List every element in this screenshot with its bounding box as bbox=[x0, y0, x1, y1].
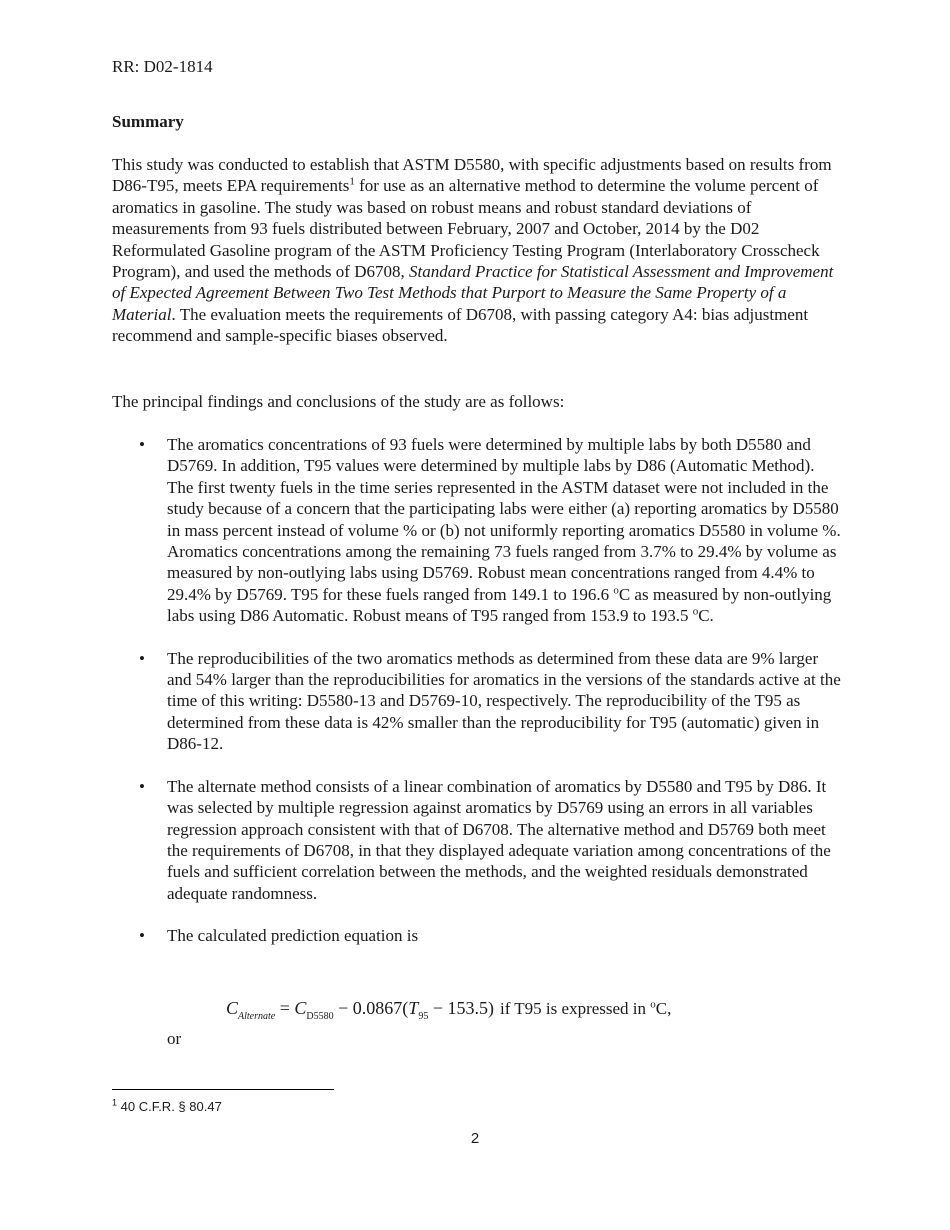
eq-constant: − 153.5) bbox=[428, 998, 494, 1018]
intro-paragraph: The principal findings and conclusions of the study are as follows: bbox=[112, 392, 565, 411]
item-text: The alternate method consists of a linear combination of aromatics by D5580 and T95 by D86. It was selected by multiple regression against aromatics by D5769 using an errors in all variables regression approach consistent with that of D6708. The alternative method and D5769 both meet the requirements of D6708, in that they displayed adequate variation among concentrations of the fuels and sufficient correlation between the methods, and the weighted residuals demonstrated adequate randomness. bbox=[167, 776, 831, 903]
or-text: or bbox=[167, 1029, 182, 1048]
eq-subscript: 95 bbox=[418, 1011, 429, 1022]
item-text: The aromatics concentrations of 93 fuels were determined by multiple labs by both D5580 and D5769. In addition, T95 values were determined by multiple labs by D86 (Automatic Method). The first twenty fuels in the time series represented in the ASTM dataset were not included in the study because of a concern that the participating labs were either (a) reporting aromatics by D5580 in mass percent instead of volume % or (b) not uniformly reporting aromatics D5580 in volume %. Aromatics concentrations among the remaining 73 fuels ranged from 3.7% to 29.4% by volume as measured by non-outlying labs using D5769. Robust mean concentrations ranged from 4.4% to 29.4% by D5769. T95 for these fuels ranged from 149.1 to 196.6 bbox=[167, 435, 841, 604]
item-text: The calculated prediction equation is bbox=[167, 926, 419, 946]
bullet-icon: • bbox=[139, 926, 145, 946]
list-item bbox=[112, 925, 842, 946]
item-text: C. bbox=[698, 606, 714, 626]
bullet-icon: • bbox=[139, 776, 145, 796]
summary-paragraph bbox=[112, 154, 842, 347]
report-header: RR: D02-1814 bbox=[112, 57, 213, 76]
eq-condition bbox=[500, 999, 671, 1018]
footnote-text: 40 C.F.R. § 80.47 bbox=[117, 1099, 222, 1114]
summary-text-3: . The evaluation meets the requirements of D6708, with passing category A4: bias adjustment recommend and sample-specific biases observed. bbox=[112, 304, 809, 346]
item-text: C as measured by non-outlying labs using D86 Automatic. Robust means of T95 ranged from 153.9 to 193.5 bbox=[167, 584, 832, 626]
item-text: The reproducibilities of the two aromatics methods as determined from these data are 9% larger and 54% larger than the reproducibilities for aromatics in the versions of the standards active at the time of this writing: D5580-13 and D5769-10, respectively. The reproducibility of the T95 as determined from these data is 42% smaller than the reproducibility for T95 (automatic) given in D86-12. bbox=[167, 648, 841, 754]
summary-text-2: for use as an alternative method to determine the volume percent of aromatics in gasoline. The study was based on robust means and robust standard deviations of measurements from 93 fuels distributed between February, 2007 and October, 2014 by the D02 Reformulated Gasoline program of the ASTM Proficiency Testing Program (Interlaboratory Crosscheck Program), and used the methods of D6708, bbox=[112, 176, 820, 282]
eq-condition-text: if T95 is expressed in bbox=[499, 999, 651, 1018]
section-title: Summary bbox=[112, 112, 184, 131]
bullet-icon: • bbox=[139, 648, 145, 668]
footnote-number: 1 bbox=[112, 1097, 118, 1108]
prediction-equation bbox=[226, 998, 671, 1022]
degree-sign: o bbox=[692, 605, 699, 618]
degree-sign: o bbox=[613, 584, 619, 597]
list-item bbox=[112, 776, 842, 904]
eq-coefficient: − 0.0867( bbox=[333, 998, 409, 1018]
footnote-ref: 1 bbox=[349, 175, 355, 188]
list-item bbox=[112, 434, 842, 627]
findings-list bbox=[112, 434, 842, 968]
degree-sign: o bbox=[650, 998, 656, 1011]
page-number: 2 bbox=[470, 1130, 480, 1147]
footnote bbox=[112, 1099, 222, 1114]
eq-subscript: Alternate bbox=[238, 1011, 276, 1022]
eq-operator: = bbox=[275, 998, 295, 1018]
bullet-icon: • bbox=[139, 435, 145, 454]
eq-subscript: D5580 bbox=[306, 1011, 334, 1022]
standard-title: Standard Practice for Statistical Assessment and Improvement of Expected Agreement Between Two Test Methods that Purport to Measure the Same Property of a Material bbox=[112, 262, 834, 324]
eq-symbol: C bbox=[226, 998, 239, 1018]
summary-text-1: This study was conducted to establish that ASTM D5580, with specific adjustments based on results from D86-T95, meets EPA requirements bbox=[112, 155, 832, 196]
eq-symbol: T bbox=[408, 998, 419, 1018]
eq-symbol: C bbox=[294, 998, 307, 1018]
footnote-divider bbox=[112, 1089, 334, 1090]
eq-condition-end: C, bbox=[655, 999, 672, 1018]
list-item bbox=[112, 648, 842, 755]
